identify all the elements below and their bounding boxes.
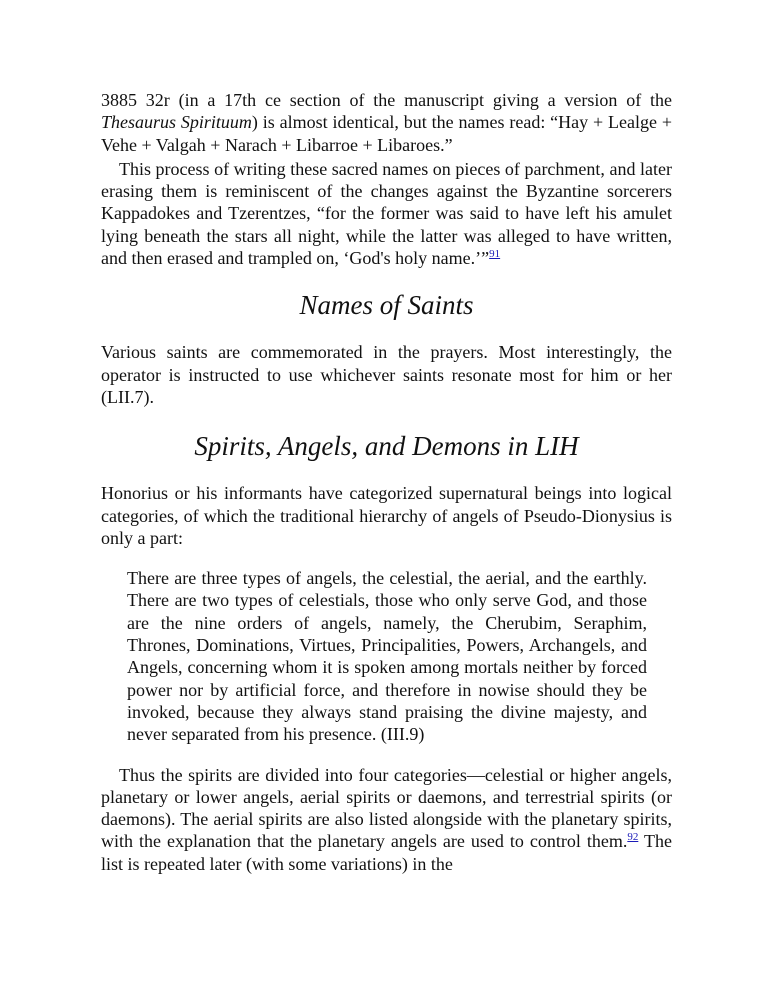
footnote-marker — [627, 831, 638, 843]
paragraph-four-categories — [101, 764, 672, 875]
section-heading-spirits-angels-demons: Spirits, Angels, and Demons in LIH — [194, 431, 579, 462]
footnote-marker — [489, 248, 500, 260]
paragraph-byzantine-sorcerers — [101, 158, 672, 269]
section-heading-names-of-saints: Names of Saints — [299, 290, 474, 321]
book-title: Thesaurus Spirituum — [101, 112, 252, 133]
paragraph-categories-intro: Honorius or his informants have categorized supernatural beings into logical categories, of which the traditional hierarchy of angels of Pseudo-Dionysius is only a part: — [101, 483, 672, 548]
paragraph-text: ) is almost identical, but the names read: “Hay + Lealge + Vehe + Valgah + Narach + Libarroe + Libaroes.” — [101, 112, 672, 155]
paragraph-manuscript-note — [101, 89, 672, 156]
paragraph-text: The list is repeated later (with some variations) in the — [101, 831, 672, 874]
block-quote — [127, 567, 647, 745]
footnote-link-91[interactable]: 91 — [489, 248, 501, 261]
paragraph-text: This process of writing these sacred names on pieces of parchment, and later erasing them is reminiscent of the changes against the Byzantine sorcerers Kappadokes and Tzerentzes, “for the former was said to have left his amulet lying beneath the stars all night, while the latter was alleged to have written, and then erased and trampled on, ‘God's holy name.’” — [101, 158, 672, 269]
paragraph-saints: Various saints are commemorated in the prayers. Most interestingly, the operator is instructed to use whichever saints resonate most for him or her (LII.7). — [101, 342, 672, 407]
footnote-link-92[interactable]: 92 — [627, 831, 639, 844]
quote-text: There are three types of angels, the celestial, the aerial, and the earthly. There are two types of celestials, those who only serve God, and those are the nine orders of angels, namely, the Cherubim, Seraphim, Thrones, Dominations, Virtues, Principalities, Powers, Archangels, and Angels, concerning whom it is spoken among mortals neither by forced power nor by artificial force, and therefore in nowise should they be invoked, because they always stand praising the divine majesty, and never separated from his presence. (III.9) — [127, 568, 647, 745]
paragraph-text: 3885 32r (in a 17th ce section of the manuscript giving a version of the — [101, 90, 672, 110]
paragraph-text: Thus the spirits are divided into four categories—celestial or higher angels, planetary or lower angels, aerial spirits or daemons, and terrestrial spirits (or daemons). The aerial spirits are also listed alongside with the planetary spirits, with the explanation that the planetary angels are used to control them. — [101, 764, 672, 852]
